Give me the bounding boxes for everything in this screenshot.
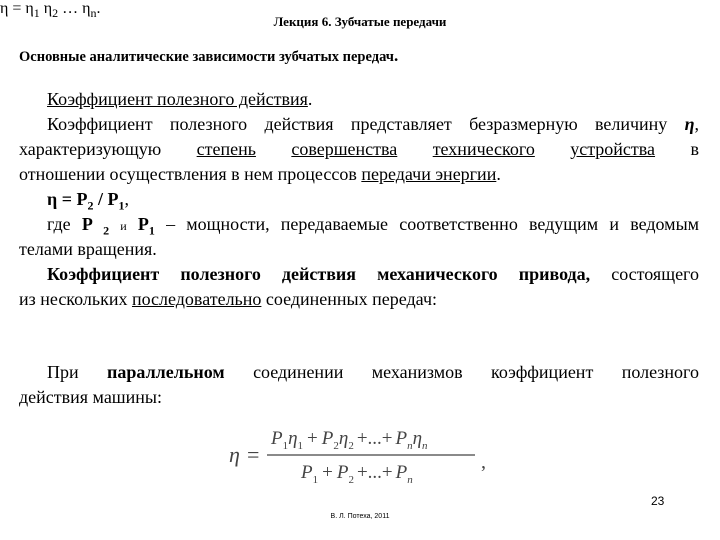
power-p2: P $_2$ xyxy=(81,214,110,238)
formula-ratio-left: η = P xyxy=(47,189,88,209)
series-link: последовательно xyxy=(131,289,262,309)
eta-symbol: η xyxy=(684,114,695,134)
parallel-word: механизмов xyxy=(371,362,463,382)
formula-ratio-sub1: 1 xyxy=(118,198,125,213)
section-heading-text: Основные аналитические зависимости зубчатых передач xyxy=(19,49,394,65)
power-note-rest: – мощности, передаваемые соответственно ведущим и ведомым xyxy=(166,214,700,234)
parallel-line-2: действия машины: xyxy=(19,387,163,407)
page-number: 23 xyxy=(651,494,665,508)
efficiency-heading-text: Коэффициент полезного действия xyxy=(47,89,308,109)
drive-rest: состоящего xyxy=(611,264,699,284)
formula-equals: = xyxy=(247,442,260,467)
definition-line-3 xyxy=(19,162,699,187)
parallel-word: полезного xyxy=(621,362,699,382)
power-and: и xyxy=(120,219,127,233)
definition-line-2 xyxy=(19,137,699,162)
definition-end: . xyxy=(496,164,501,184)
parallel-word: коэффициент xyxy=(491,362,594,382)
definition-text-1: Коэффициент полезного действия представляет безразмерную величину xyxy=(47,114,668,134)
formula-denominator: $P_1 + P_2$ +...+ $P_n$ xyxy=(301,462,413,486)
efficiency-heading-dot: . xyxy=(307,89,313,109)
author-footer: В. Л. Потеха, 2011 xyxy=(330,513,390,520)
formula-parallel xyxy=(225,422,505,488)
efficiency-heading xyxy=(19,87,699,112)
definition-comma: , xyxy=(694,114,700,134)
definition-word-link: совершенства xyxy=(291,139,398,159)
definition-text-3: отношении осуществления в нем процессов xyxy=(19,164,357,184)
energy-transfer-link: передачи энергии xyxy=(361,164,497,184)
parallel-word-bold: параллельном xyxy=(107,362,225,382)
drive-line-2 xyxy=(19,287,699,312)
drive-line2-end: соединенных передач: xyxy=(265,289,437,309)
section-heading xyxy=(19,46,398,66)
section-heading-dot: . xyxy=(393,46,399,65)
parallel-word: соединении xyxy=(253,362,344,382)
parallel-line-1 xyxy=(19,360,699,385)
lecture-title: Лекция 6. Зубчатые передачи xyxy=(273,14,447,29)
drive-line-1 xyxy=(19,262,699,287)
definition-word: в xyxy=(690,139,699,159)
definition-word: характеризующую xyxy=(19,139,162,159)
definition-word-link: технического xyxy=(432,139,535,159)
formula-eta: η xyxy=(229,442,240,467)
power-note-line-2: телами вращения. xyxy=(19,239,157,259)
definition-line-1 xyxy=(19,112,699,137)
power-p1: $P_1$ xyxy=(137,214,155,238)
power-note-where: где xyxy=(47,214,71,234)
drive-heading: Коэффициент полезного действия механического привода, xyxy=(47,264,591,284)
formula-ratio-end: , xyxy=(124,189,129,209)
formula-comma: , xyxy=(481,451,486,473)
formula-ratio-mid: / P xyxy=(93,189,119,209)
formula-series: $\eta = \eta_1$ $\eta_2$ … $\eta_n$. xyxy=(0,0,101,21)
formula-ratio-sub2: 2 xyxy=(87,198,94,213)
definition-word-link: степень xyxy=(196,139,256,159)
definition-word-link: устройства xyxy=(570,139,656,159)
drive-line2-start: из нескольких xyxy=(19,289,128,309)
formula-numerator: $P_1\eta_1 + P_2\eta_2$ +...+ $P_n\eta_n$ xyxy=(271,428,428,452)
parallel-word: При xyxy=(47,362,79,382)
